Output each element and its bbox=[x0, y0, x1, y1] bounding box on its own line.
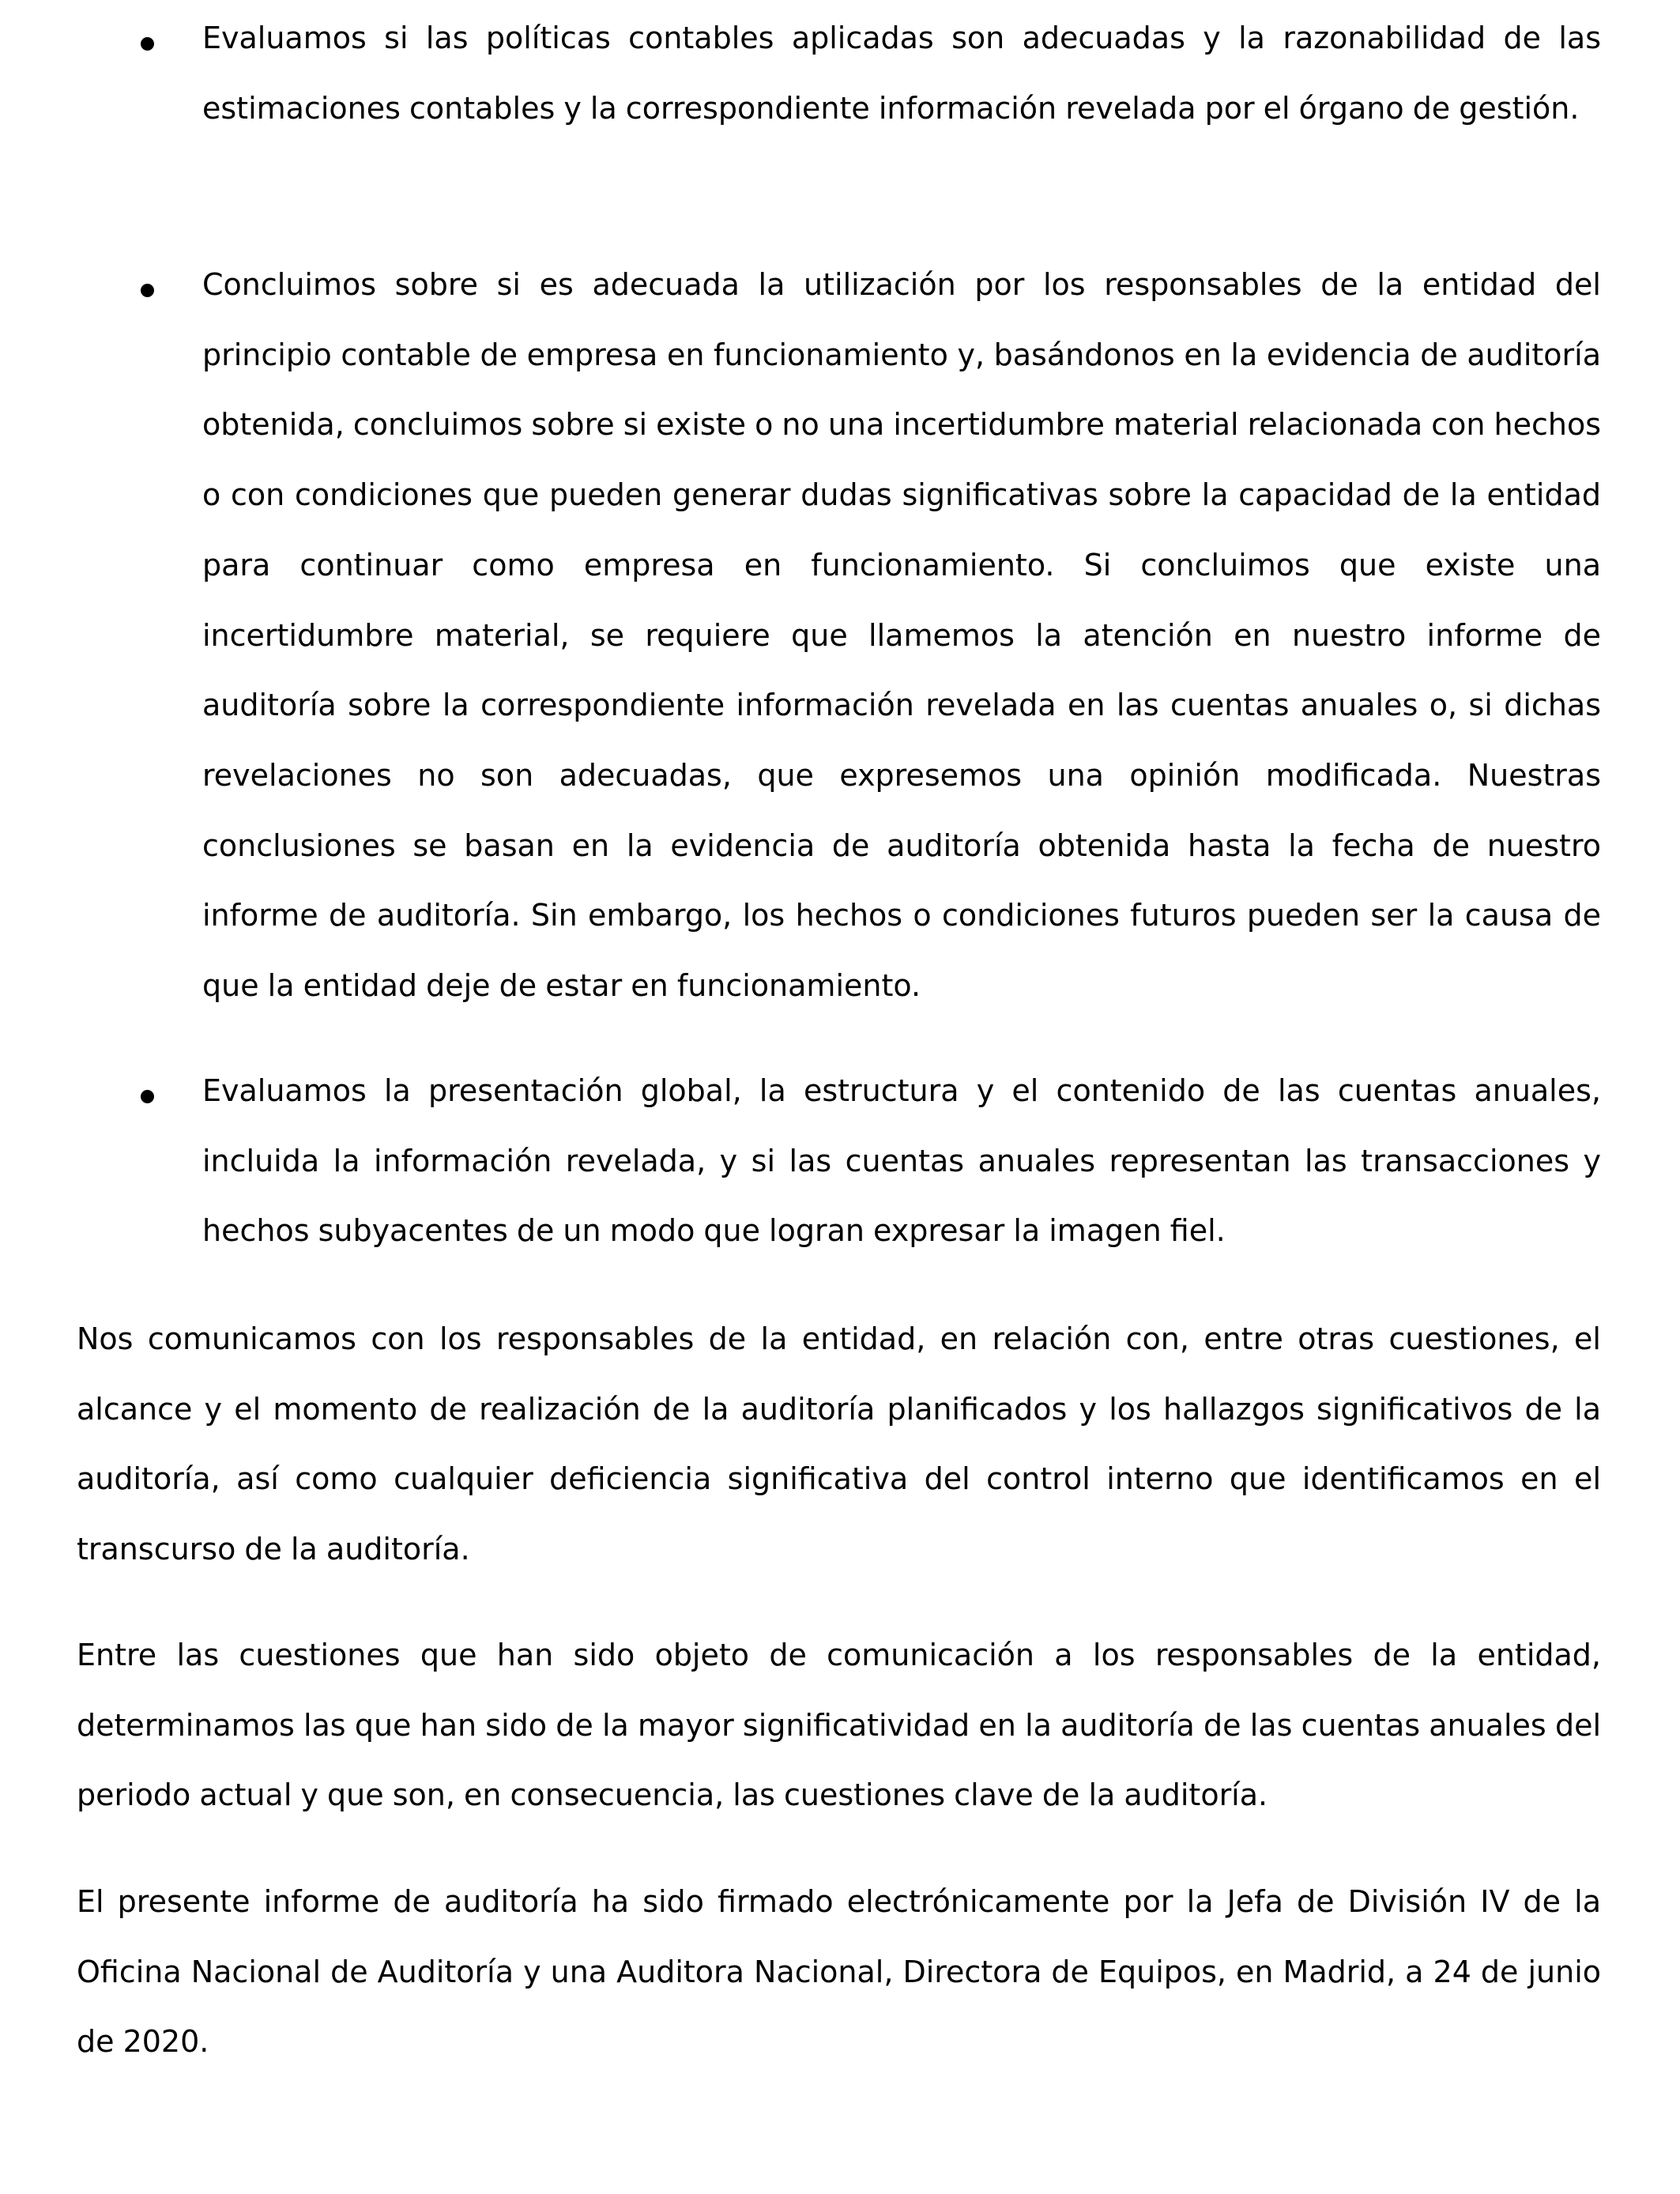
paragraph-signature: El presente informe de auditoría ha sido firmado electrónicamente por la Jefa de División IV de la Oficina Nacional de Auditoría y una Auditora Nacional, Directora de Equipos, en Madrid, a 24 de junio de 2020. bbox=[77, 1884, 1601, 2060]
bullet-text: Evaluamos si las políticas contables aplicadas son adecuadas y la razonabilidad de las estimaciones contables y la correspondiente información revelada por el órgano de gestión. bbox=[202, 21, 1601, 126]
bullet-dot-icon bbox=[141, 37, 154, 51]
bullet-dot-icon bbox=[141, 1090, 154, 1103]
paragraph-key-matters: Entre las cuestiones que han sido objeto de comunicación a los responsables de la entidad, determinamos las que han sido de la mayor significatividad en la auditoría de las cuentas anuales del periodo actual y que son, en consecuencia, las cuestiones clave de la auditoría. bbox=[77, 1638, 1601, 1813]
bullet-text: Concluimos sobre si es adecuada la utilización por los responsables de la entidad del principio contable de empresa en funcionamiento y, basándonos en la evidencia de auditoría obtenida, concluimos sobre si existe o no una incertidumbre material relacionada con hechos o con condiciones que pueden generar dudas significativas sobre la capacidad de la entidad para continuar como empresa en funcionamiento. Si concluimos que existe una incertidumbre material, se requiere que llamemos la atención en nuestro informe de auditoría sobre la correspondiente información revelada en las cuentas anuales o, si dichas revelaciones no son adecuadas, que expresemos una opinión modificada. Nuestras conclusiones se basan en la evidencia de auditoría obtenida hasta la fecha de nuestro informe de auditoría. Sin embargo, los hechos o condiciones futuros pueden ser la causa de que la entidad deje de estar en funcionamiento. bbox=[202, 267, 1601, 1004]
bullet-text: Evaluamos la presentación global, la estructura y el contenido de las cuentas anuales, incluida la información revelada, y si las cuentas anuales representan las transacciones y hechos subyacentes de un modo que logran expresar la imagen fiel. bbox=[202, 1073, 1601, 1249]
bullet-dot-icon bbox=[141, 284, 154, 297]
paragraph-communication: Nos comunicamos con los responsables de la entidad, en relación con, entre otras cuestiones, el alcance y el momento de realización de la auditoría planificados y los hallazgos significativos de la auditoría, así como cualquier deficiencia significativa del control interno que identificamos en el transcurso de la auditoría. bbox=[77, 1321, 1601, 1567]
